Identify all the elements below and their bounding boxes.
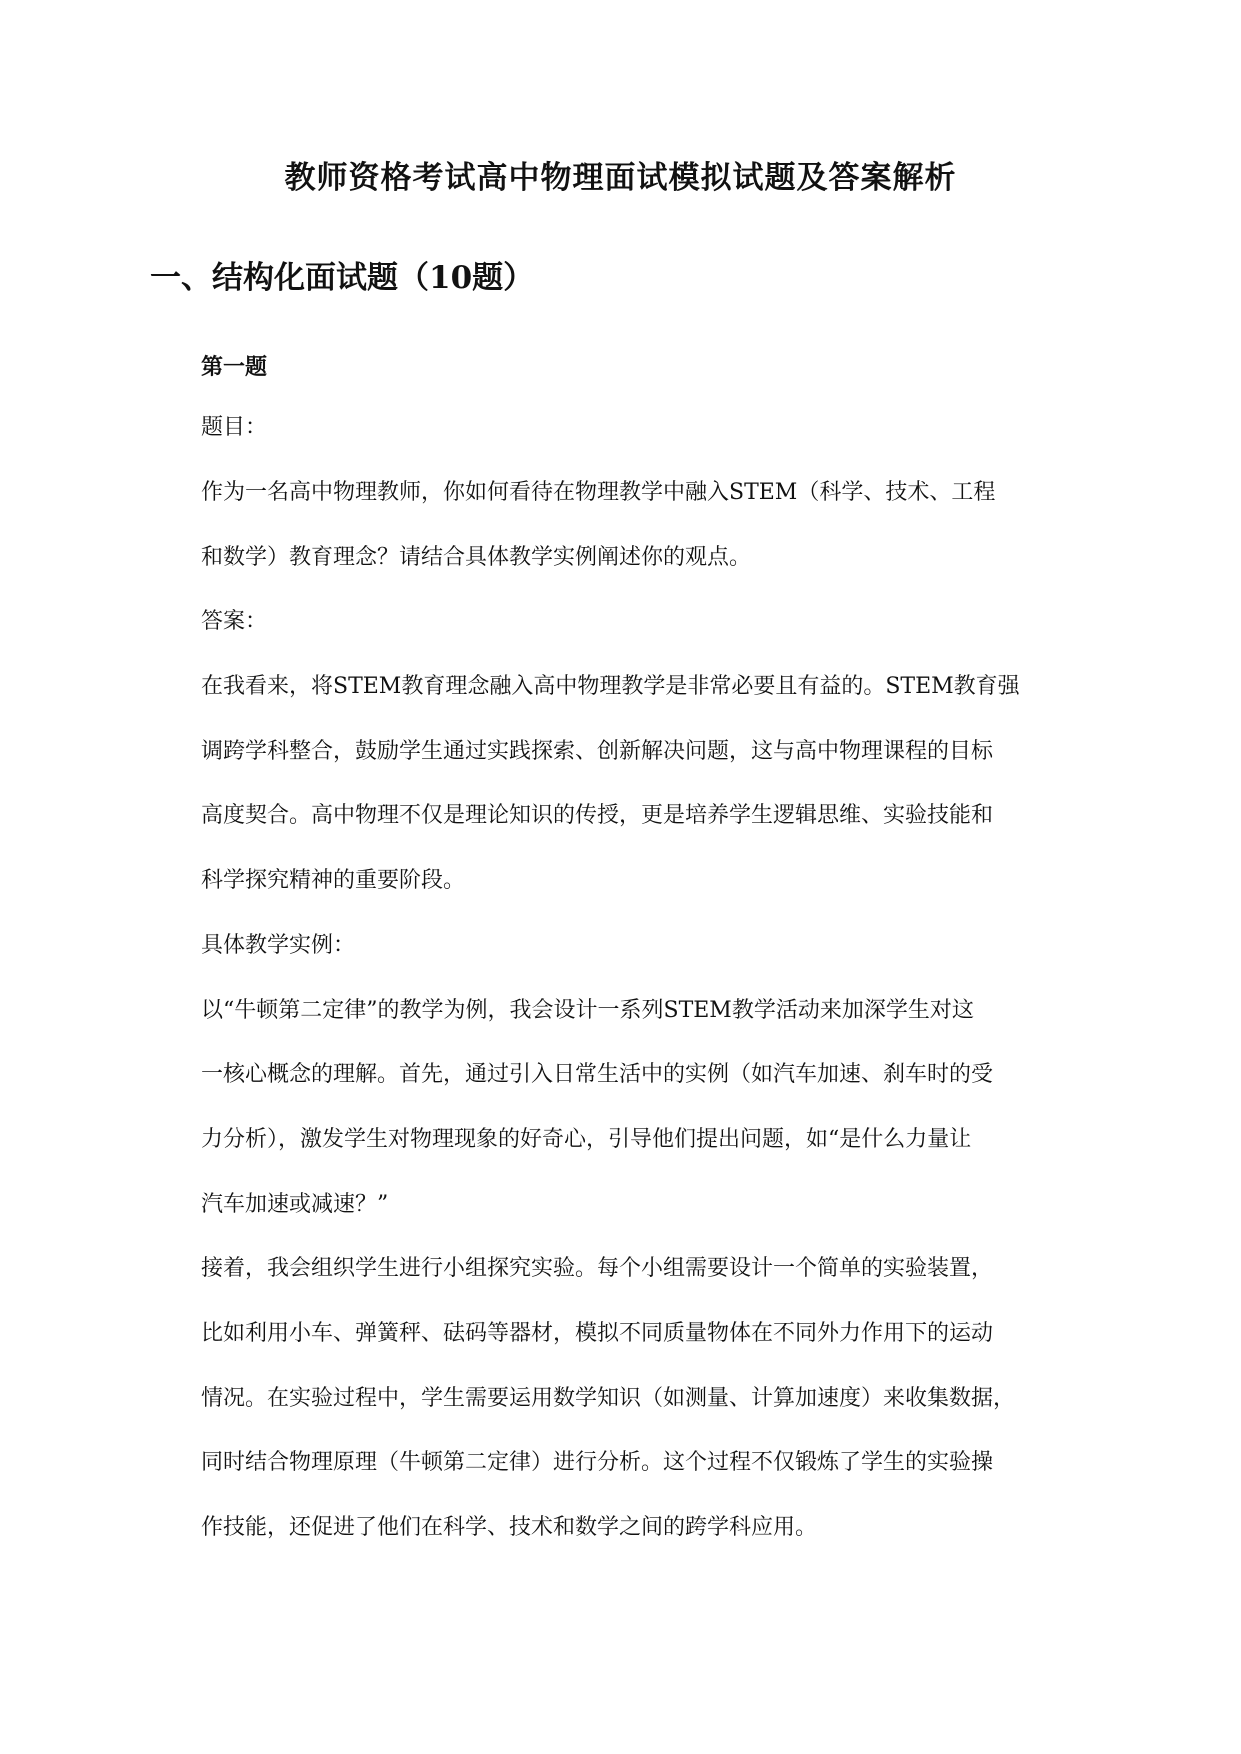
answer-label: 答案： — [201, 609, 268, 634]
example-text-line: 比如利用小车、弹簧秤、砝码等器材，模拟不同质量物体在不同外力作用下的运动 — [201, 1321, 994, 1346]
example-text-line: 情况。在实验过程中，学生需要运用数学知识（如测量、计算加速度）来收集数据， — [201, 1386, 1016, 1411]
example-text-line: 汽车加速或减速？” — [201, 1192, 389, 1217]
answer-text-line: 高度契合。高中物理不仅是理论知识的传授，更是培养学生逻辑思维、实验技能和 — [201, 803, 994, 828]
section-heading: 一、结构化面试题（10题） — [150, 260, 535, 296]
question-text-line: 和数学）教育理念？请结合具体教学实例阐述你的观点。 — [201, 545, 752, 570]
example-text-line: 以“牛顿第二定律”的教学为例，我会设计一系列STEM教学活动来加深学生对这 — [201, 998, 974, 1023]
example-text-line: 一核心概念的理解。首先，通过引入日常生活中的实例（如汽车加速、刹车时的受 — [201, 1062, 994, 1087]
question-label: 题目： — [201, 415, 268, 440]
answer-text-line: 在我看来，将STEM教育理念融入高中物理教学是非常必要且有益的。STEM教育强 — [201, 674, 1020, 699]
example-text-line: 同时结合物理原理（牛顿第二定律）进行分析。这个过程不仅锻炼了学生的实验操 — [201, 1450, 994, 1475]
example-text-line: 力分析），激发学生对物理现象的好奇心，引导他们提出问题，如“是什么力量让 — [201, 1127, 972, 1152]
document-title: 教师资格考试高中物理面试模拟试题及答案解析 — [284, 160, 957, 196]
answer-text-line: 科学探究精神的重要阶段。 — [201, 868, 466, 893]
question-text-line: 作为一名高中物理教师，你如何看待在物理教学中融入STEM（科学、技术、工程 — [201, 480, 996, 505]
example-label: 具体教学实例： — [201, 933, 356, 958]
question-heading: 第一题 — [201, 354, 268, 380]
example-text-line: 作技能，还促进了他们在科学、技术和数学之间的跨学科应用。 — [201, 1515, 818, 1540]
example-text-line: 接着，我会组织学生进行小组探究实验。每个小组需要设计一个简单的实验装置， — [201, 1256, 994, 1281]
answer-text-line: 调跨学科整合，鼓励学生通过实践探索、创新解决问题，这与高中物理课程的目标 — [201, 739, 994, 764]
